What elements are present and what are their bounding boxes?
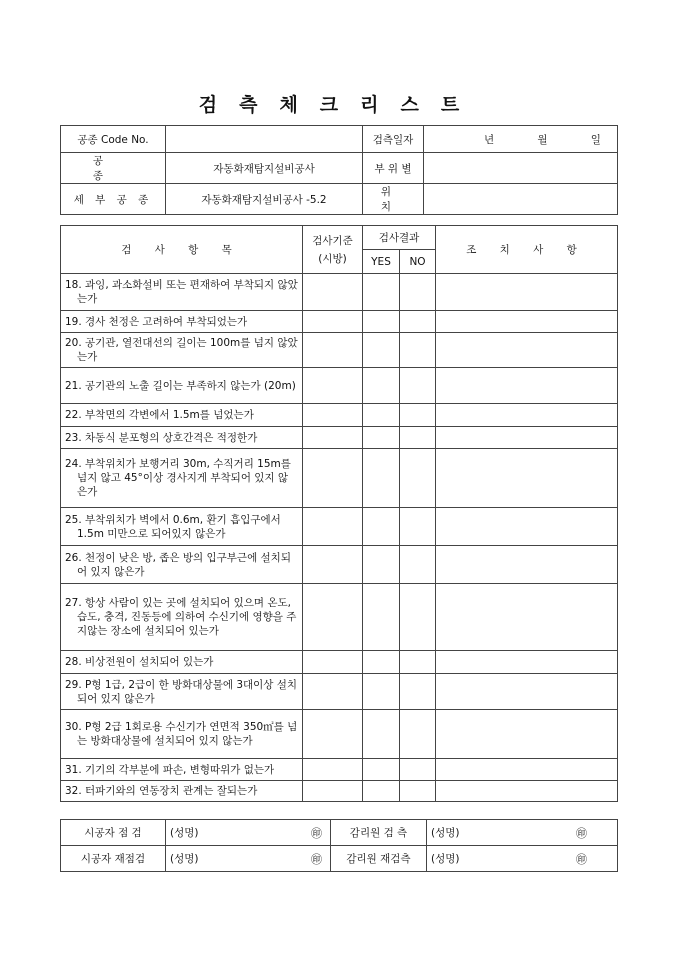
header-item: 검 사 항 목 xyxy=(61,226,303,274)
check-item xyxy=(61,546,303,584)
check-item xyxy=(61,674,303,710)
date-label: 검측일자 xyxy=(363,126,424,153)
location-field[interactable] xyxy=(424,184,618,215)
standard-cell[interactable] xyxy=(303,710,363,759)
standard-cell[interactable] xyxy=(303,546,363,584)
no-cell[interactable] xyxy=(400,781,436,802)
standard-cell[interactable] xyxy=(303,759,363,781)
table-row xyxy=(61,674,618,710)
contractor-check-label: 시공자 점 검 xyxy=(61,820,166,846)
yes-cell[interactable] xyxy=(363,274,400,311)
check-item xyxy=(61,404,303,427)
work-value: 자동화재탐지설비공사 xyxy=(166,153,363,184)
check-item xyxy=(61,427,303,449)
month-label: 월 xyxy=(537,133,548,146)
standard-cell[interactable] xyxy=(303,781,363,802)
signature-table xyxy=(60,819,618,872)
check-item-text: 19. 경사 천정은 고려하여 부착되었는가 xyxy=(65,315,248,328)
check-item-text: 18. 과잉, 과소화설비 또는 편재하여 부착되지 않았는가 xyxy=(65,279,298,305)
no-cell[interactable] xyxy=(400,759,436,781)
no-cell[interactable] xyxy=(400,333,436,368)
table-row xyxy=(61,404,618,427)
header-no: NO xyxy=(400,250,436,274)
check-item xyxy=(61,508,303,546)
table-row xyxy=(61,651,618,674)
yes-cell[interactable] xyxy=(363,651,400,674)
work-label: 공 종 xyxy=(61,153,166,184)
no-cell[interactable] xyxy=(400,368,436,404)
yes-cell[interactable] xyxy=(363,449,400,508)
part-field[interactable] xyxy=(424,153,618,184)
name-label: (성명) xyxy=(431,852,460,865)
name-label: (성명) xyxy=(431,826,460,839)
no-cell[interactable] xyxy=(400,311,436,333)
check-item xyxy=(61,333,303,368)
check-item xyxy=(61,311,303,333)
standard-cell[interactable] xyxy=(303,651,363,674)
table-row xyxy=(61,274,618,311)
no-cell[interactable] xyxy=(400,427,436,449)
contractor-check-signature[interactable] xyxy=(166,820,331,846)
header-standard xyxy=(303,226,363,274)
no-cell[interactable] xyxy=(400,449,436,508)
action-cell[interactable] xyxy=(436,274,618,311)
action-cell[interactable] xyxy=(436,674,618,710)
check-item xyxy=(61,274,303,311)
check-item xyxy=(61,368,303,404)
seal-icon: ㊞ xyxy=(576,852,587,866)
contractor-recheck-signature[interactable] xyxy=(166,846,331,872)
yes-cell[interactable] xyxy=(363,674,400,710)
yes-cell[interactable] xyxy=(363,427,400,449)
table-row xyxy=(61,449,618,508)
check-item-text: 20. 공기관, 열전대선의 길이는 100m를 넘지 않았는가 xyxy=(65,337,298,363)
standard-cell[interactable] xyxy=(303,368,363,404)
check-item-text: 31. 기기의 각부분에 파손, 변형따위가 없는가 xyxy=(65,763,275,776)
standard-cell[interactable] xyxy=(303,311,363,333)
check-item xyxy=(61,759,303,781)
supervisor-check-signature[interactable] xyxy=(427,820,618,846)
check-item-text: 30. P형 2급 1회로용 수신기가 연면적 350㎡를 넘는 방화대상물에 설치되어 있지 않는가 xyxy=(65,721,298,747)
action-cell[interactable] xyxy=(436,584,618,651)
seal-icon: ㊞ xyxy=(311,852,322,866)
no-cell[interactable] xyxy=(400,651,436,674)
location-label: 위 치 xyxy=(363,184,424,215)
standard-cell[interactable] xyxy=(303,274,363,311)
yes-cell[interactable] xyxy=(363,368,400,404)
name-label: (성명) xyxy=(170,852,199,865)
header-yes: YES xyxy=(363,250,400,274)
action-cell[interactable] xyxy=(436,546,618,584)
action-cell[interactable] xyxy=(436,368,618,404)
detail-label: 세 부 공 종 xyxy=(61,184,166,215)
table-row xyxy=(61,311,618,333)
supervisor-recheck-signature[interactable] xyxy=(427,846,618,872)
no-cell[interactable] xyxy=(400,546,436,584)
yes-cell[interactable] xyxy=(363,333,400,368)
check-item-text: 28. 비상전원이 설치되어 있는가 xyxy=(65,656,214,668)
action-cell[interactable] xyxy=(436,333,618,368)
check-item-text: 23. 차동식 분포형의 상호간격은 적정한가 xyxy=(65,431,258,444)
supervisor-recheck-label: 감리원 재검측 xyxy=(331,846,427,872)
code-label: 공종 Code No. xyxy=(61,126,166,153)
yes-cell[interactable] xyxy=(363,781,400,802)
date-field[interactable] xyxy=(424,126,618,153)
check-item xyxy=(61,781,303,802)
contractor-recheck-label: 시공자 재점검 xyxy=(61,846,166,872)
action-cell[interactable] xyxy=(436,710,618,759)
check-item xyxy=(61,584,303,651)
standard-cell[interactable] xyxy=(303,449,363,508)
table-row xyxy=(61,584,618,651)
yes-cell[interactable] xyxy=(363,584,400,651)
standard-cell[interactable] xyxy=(303,404,363,427)
yes-cell[interactable] xyxy=(363,710,400,759)
no-cell[interactable] xyxy=(400,674,436,710)
check-item xyxy=(61,651,303,674)
check-item-text: 29. P형 1급, 2급이 한 방화대상물에 3대이상 설치되어 있지 않은가 xyxy=(65,678,298,705)
yes-cell[interactable] xyxy=(363,546,400,584)
standard-cell[interactable] xyxy=(303,333,363,368)
name-label: (성명) xyxy=(170,826,199,839)
yes-cell[interactable] xyxy=(363,311,400,333)
action-cell[interactable] xyxy=(436,427,618,449)
table-row xyxy=(61,333,618,368)
year-label: 년 xyxy=(484,133,495,146)
checklist-table xyxy=(60,225,618,802)
detail-value: 자동화재탐지설비공사 -5.2 xyxy=(166,184,363,215)
check-item-text: 27. 항상 사람이 있는 곳에 설치되어 있으며 온도, 습도, 충격, 진동등에 의하여 수신기에 영향을 주지않는 장소에 설치되어 있는가 xyxy=(65,597,297,637)
table-row xyxy=(61,368,618,404)
day-label: 일 xyxy=(590,133,601,146)
table-row xyxy=(61,427,618,449)
check-item-text: 32. 터파기와의 연동장치 관계는 잘되는가 xyxy=(65,785,258,797)
header-standard-label: 검사기준 xyxy=(312,234,353,247)
table-row xyxy=(61,508,618,546)
header-action: 조 치 사 항 xyxy=(436,226,618,274)
standard-cell[interactable] xyxy=(303,427,363,449)
supervisor-check-label: 감리원 검 측 xyxy=(331,820,427,846)
no-cell[interactable] xyxy=(400,508,436,546)
code-field[interactable] xyxy=(166,126,363,153)
standard-cell[interactable] xyxy=(303,508,363,546)
action-cell[interactable] xyxy=(436,311,618,333)
action-cell[interactable] xyxy=(436,759,618,781)
action-cell[interactable] xyxy=(436,404,618,427)
check-item-text: 25. 부착위치가 벽에서 0.6m, 환기 흡입구에서 1.5m 미만으로 되어있지 않은가 xyxy=(65,513,281,540)
seal-icon: ㊞ xyxy=(311,826,322,840)
no-cell[interactable] xyxy=(400,274,436,311)
yes-cell[interactable] xyxy=(363,508,400,546)
header-result: 검사결과 xyxy=(363,226,436,250)
header-standard-sub: (시방) xyxy=(318,252,347,265)
yes-cell[interactable] xyxy=(363,404,400,427)
action-cell[interactable] xyxy=(436,651,618,674)
check-item-text: 24. 부착위치가 보행거리 30m, 수직거리 15m를 넘지 않고 45°이상 경사지게 부착되어 있지 않은가 xyxy=(65,458,291,498)
check-item xyxy=(61,449,303,508)
action-cell[interactable] xyxy=(436,449,618,508)
table-row xyxy=(61,710,618,759)
page-title: 검측체크리스트 xyxy=(198,94,482,116)
yes-cell[interactable] xyxy=(363,759,400,781)
table-row xyxy=(61,781,618,802)
seal-icon: ㊞ xyxy=(576,826,587,840)
check-item-text: 21. 공기관의 노출 길이는 부족하지 않는가 (20m) xyxy=(65,379,296,392)
action-cell[interactable] xyxy=(436,781,618,802)
table-row xyxy=(61,759,618,781)
standard-cell[interactable] xyxy=(303,674,363,710)
info-table xyxy=(60,125,618,215)
standard-cell[interactable] xyxy=(303,584,363,651)
no-cell[interactable] xyxy=(400,584,436,651)
no-cell[interactable] xyxy=(400,404,436,427)
check-item-text: 26. 천정이 낮은 방, 좁은 방의 입구부근에 설치되어 있지 않은가 xyxy=(65,551,291,578)
table-row xyxy=(61,546,618,584)
part-label: 부 위 별 xyxy=(363,153,424,184)
check-item-text: 22. 부착면의 각변에서 1.5m를 넘었는가 xyxy=(65,409,254,421)
action-cell[interactable] xyxy=(436,508,618,546)
check-item xyxy=(61,710,303,759)
no-cell[interactable] xyxy=(400,710,436,759)
